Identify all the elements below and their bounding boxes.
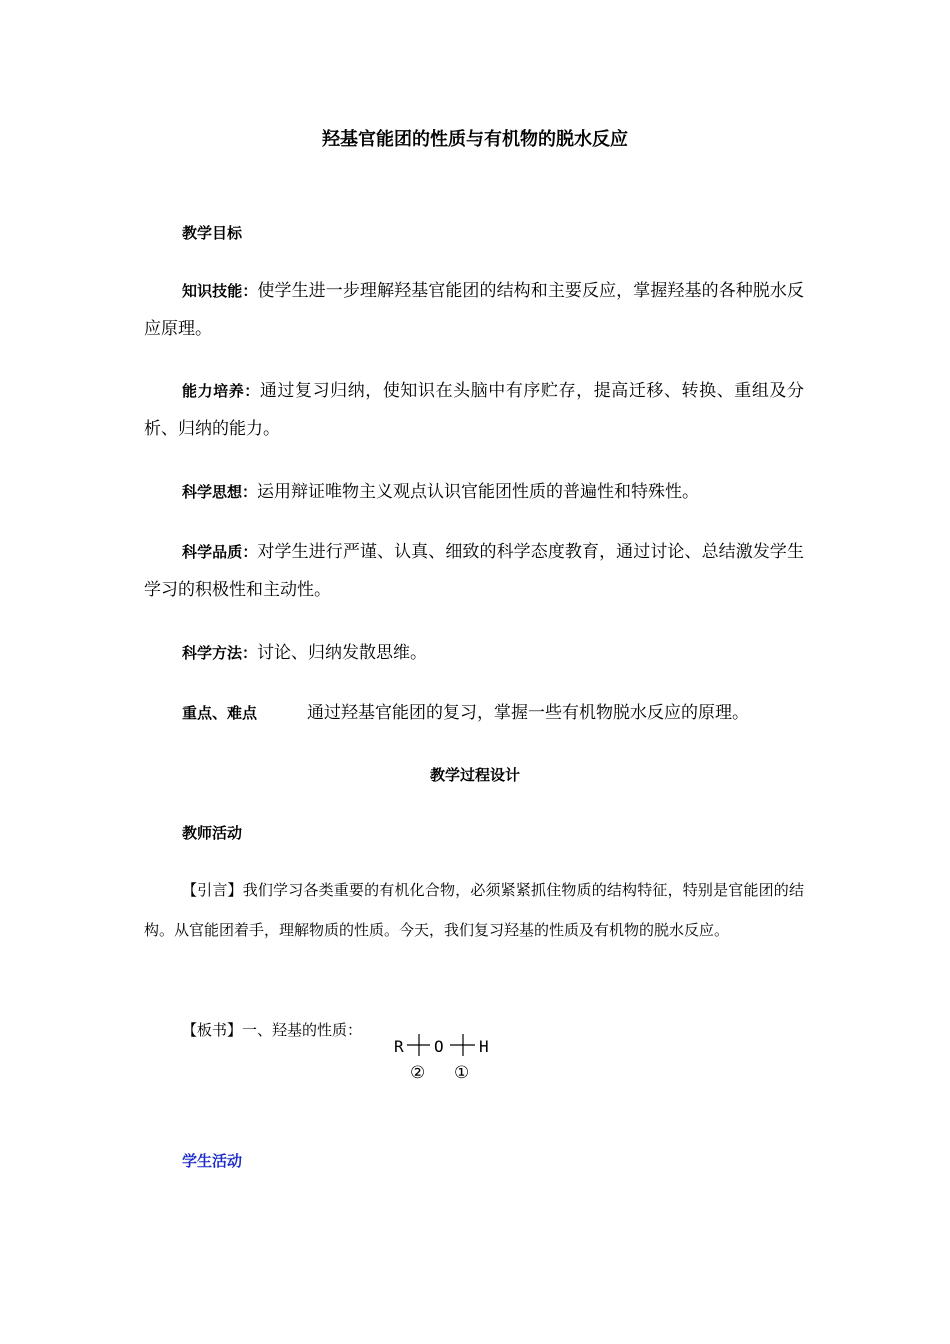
hydroxyl-structure-formula — [392, 1030, 502, 1082]
intro-text: 我们学习各类重要的有机化合物，必须紧紧抓住物质的结构特征，特别是官能团的结构。从官能团着手，理解物质的性质。今天，我们复习羟基的性质及有机物的脱水反应。 — [144, 881, 804, 939]
key-label: 重点、难点 — [182, 704, 258, 722]
intro-label: 【引言】 — [182, 881, 243, 899]
bond-1-label: ① — [454, 1063, 470, 1082]
thinking-label: 科学思想： — [182, 483, 258, 501]
method-label: 科学方法： — [182, 644, 258, 662]
quality-paragraph — [144, 533, 804, 609]
thinking-text: 运用辩证唯物主义观点认识官能团性质的普遍性和特殊性。 — [257, 482, 700, 502]
document-title: 羟基官能团的性质与有机物的脱水反应 — [322, 129, 628, 150]
method-paragraph — [144, 634, 804, 672]
board-text: 一、羟基的性质： — [242, 1021, 363, 1039]
key-difficulty-paragraph — [144, 694, 804, 732]
knowledge-text: 使学生进一步理解羟基官能团的结构和主要反应，掌握羟基的各种脱水反应原理。 — [144, 281, 804, 339]
bond-2-label: ② — [410, 1063, 426, 1082]
student-activity-heading: 学生活动 — [182, 1152, 243, 1170]
intro-paragraph — [144, 870, 804, 950]
ability-paragraph — [144, 372, 804, 448]
ability-label: 能力培养： — [182, 382, 260, 400]
thinking-paragraph — [144, 473, 804, 511]
knowledge-label: 知识技能： — [182, 282, 258, 300]
board-label: 【板书】 — [182, 1021, 243, 1039]
process-heading: 教学过程设计 — [429, 766, 520, 784]
formula-r: R — [394, 1037, 404, 1056]
formula-h: H — [479, 1037, 489, 1056]
ability-text: 通过复习归纳，使知识在头脑中有序贮存，提高迁移、转换、重组及分析、归纳的能力。 — [144, 381, 804, 439]
teacher-activity-heading: 教师活动 — [182, 824, 243, 842]
key-text: 通过羟基官能团的复习，掌握一些有机物脱水反应的原理。 — [307, 703, 750, 723]
quality-text: 对学生进行严谨、认真、细致的科学态度教育，通过讨论、总结激发学生学习的积极性和主动性。 — [144, 542, 804, 600]
quality-label: 科学品质： — [182, 543, 258, 561]
formula-o: O — [434, 1037, 444, 1056]
method-text: 讨论、归纳发散思维。 — [257, 643, 428, 663]
goals-heading: 教学目标 — [182, 224, 243, 242]
knowledge-skills-paragraph — [144, 272, 804, 348]
